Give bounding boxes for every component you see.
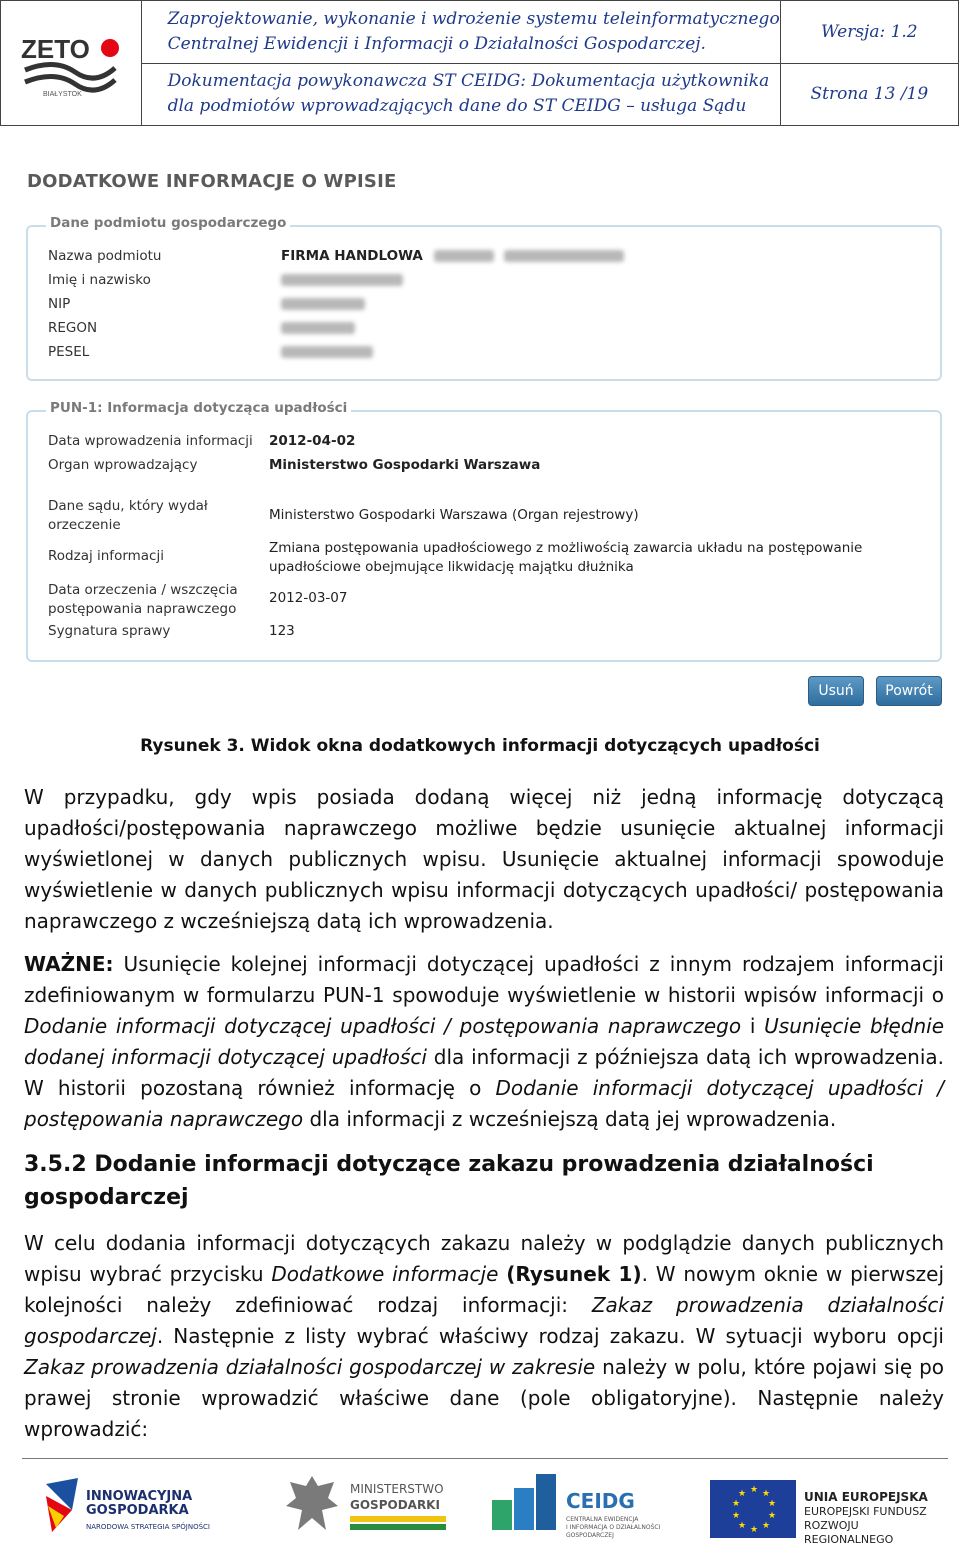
field-label-court: Dane sądu, który wydał orzeczenie (48, 498, 208, 533)
zeto-logo-icon (15, 28, 127, 98)
field-label-info-type: Rodzaj informacji (48, 548, 164, 564)
field-label-case-ref: Sygnatura sprawy (48, 623, 171, 639)
entity-panel-legend: Dane podmiotu gospodarczego (46, 215, 290, 231)
field-label-fullname: Imię i nazwisko (48, 272, 151, 288)
field-label-nip: NIP (48, 296, 71, 312)
zeto-logo (1, 1, 142, 125)
field-value-ruling-date: 2012-03-07 (269, 590, 348, 606)
field-label-pesel: PESEL (48, 344, 90, 360)
project-title-line2: Centralnej Ewidencji i Informacji o Działalności Gospodarczej. (167, 33, 706, 54)
svg-text:★: ★ (762, 1521, 771, 1531)
eu-flag-icon (710, 1480, 796, 1538)
screenshot-title: DODATKOWE INFORMACJE O WPISIE (27, 171, 397, 192)
svg-text:★: ★ (732, 1499, 741, 1509)
figure-caption: Rysunek 3. Widok okna dodatkowych informacji dotyczących upadłości (140, 736, 820, 756)
bankruptcy-info-panel (26, 400, 942, 662)
important-label: WAŻNE: (24, 952, 114, 976)
svg-text:BIAŁYSTOK: BIAŁYSTOK (42, 91, 82, 98)
field-value-entering-body: Ministerstwo Gospodarki Warszawa (269, 457, 541, 473)
field-value-name: FIRMA HANDLOWA (281, 247, 624, 266)
ceidg-logo: CEIDG CENTRALNA EWIDENCJA I INFORMACJA O DZIAŁALNOŚCI GOSPODARCZEJ (492, 1474, 682, 1540)
field-value-nip-redacted (281, 295, 365, 314)
page-number: Strona 13 /19 (810, 84, 929, 105)
field-label-regon: REGON (48, 320, 98, 336)
field-value-entry-date: 2012-04-02 (269, 433, 356, 449)
entity-data-panel (26, 215, 942, 381)
eu-logo: ★ ★ ★ ★ ★ ★ ★ ★ ★ ★ UNIA EUROPEJSKA EUROPEJSKI FUNDUSZ ROZWOJU REGIONALNEGO (710, 1480, 946, 1540)
delete-button[interactable]: Usuń (808, 676, 864, 706)
bankruptcy-panel-legend: PUN-1: Informacja dotycząca upadłości (46, 400, 351, 416)
field-value-info-type: Zmiana postępowania upadłościowego z możliwością zawarcia układu na postępowanie upadłościowe obejmujące likwidację majątku dłużnika (269, 540, 863, 575)
field-label-name: Nazwa podmiotu (48, 248, 162, 264)
project-title-line1: Zaprojektowanie, wykonanie i wdrożenie systemu teleinformatycznego (167, 8, 780, 29)
paragraph-important: WAŻNE: Usunięcie kolejnej informacji dotyczącej upadłości z innym rodzajem informacji zdefiniowanym w formularzu PUN-1 spowoduje wyświetlenie w historii wpisów informacji o Dodanie informacji dotyczącej upadłości / postępowania naprawczego i Usunięcie błędnie dodanej informacji dotyczącej upadłości dla informacji z późniejsza datą ich wprowadzenia. W historii pozostaną również informację o Dodanie informacji dotyczącej upadłości / postępowania naprawczego dla informacji z wcześniejszą datą jej wprowadzenia. (24, 952, 944, 1131)
svg-text:★: ★ (732, 1511, 741, 1521)
field-value-pesel-redacted (281, 343, 373, 362)
innovative-economy-logo: INNOWACYJNA GOSPODARKA NARODOWA STRATEGIA SPÓJNOŚCI (42, 1476, 212, 1536)
page-header (0, 0, 959, 126)
doc-title-line2: dla podmiotów wprowadzających dane do ST CEIDG – usługa Sądu (167, 96, 747, 117)
svg-text:★: ★ (738, 1489, 747, 1499)
section-number: 3.5.2 (24, 1152, 87, 1177)
svg-text:★: ★ (762, 1489, 771, 1499)
ministry-logo: MINISTERSTWO GOSPODARKI (282, 1472, 452, 1542)
field-value-court: Ministerstwo Gospodarki Warszawa (Organ rejestrowy) (269, 507, 639, 523)
field-label-ruling-date: Data orzeczenia / wszczęcia postępowania naprawczego (48, 582, 238, 617)
version-label: Wersja: 1.2 (821, 21, 918, 42)
footer-divider (22, 1458, 948, 1459)
doc-title-line1: Dokumentacja powykonawcza ST CEIDG: Dokumentacja użytkownika (167, 71, 770, 92)
svg-text:★: ★ (738, 1521, 747, 1531)
paragraph-1: W przypadku, gdy wpis posiada dodaną więcej niż jedną informację dotyczącą upadłości/postępowania naprawczego możliwe będzie usunięcie aktualnej informacji wyświetlonej w danych publicznych wpisu. Usunięcie aktualnej informacji spowoduje wyświetlenie w danych publicznych wpisu informacji dotyczących upadłości/ postępowania naprawczego z wcześniejszą datą ich wprowadzenia. (24, 785, 944, 933)
paragraph-3: W celu dodania informacji dotyczących zakazu należy w podglądzie danych publicznych wpisu wybrać przycisku Dodatkowe informacje (Rysunek 1). W nowym oknie w pierwszej kolejności należy zdefiniować rodzaj informacji: Zakaz prowadzenia działalności gospodarczej. Następnie z listy wybrać właściwy rodzaj zakazu. W sytuacji wyboru opcji Zakaz prowadzenia działalności gospodarczej w zakresie należy w polu, które pojawi się po prawej stronie wprowadzić właściwe dane (pole obligatoryjne). Następnie należy wprowadzić: (24, 1231, 945, 1441)
svg-text:★: ★ (750, 1525, 759, 1535)
field-value-regon-redacted (281, 319, 355, 338)
field-label-entering-body: Organ wprowadzający (48, 457, 198, 473)
field-label-entry-date: Data wprowadzenia informacji (48, 433, 253, 449)
ceidg-icon (492, 1474, 558, 1538)
svg-text:★: ★ (768, 1511, 777, 1521)
svg-text:★: ★ (750, 1485, 759, 1495)
field-value-fullname-redacted (281, 271, 403, 290)
section-heading (24, 1148, 944, 1214)
svg-text:★: ★ (768, 1499, 777, 1509)
svg-text:ZETO: ZETO (20, 34, 90, 64)
innovative-economy-icon (42, 1476, 82, 1534)
section-title: Dodanie informacji dotyczące zakazu prowadzenia działalności gospodarczej (24, 1152, 874, 1210)
figure-screenshot (22, 160, 946, 712)
field-value-case-ref: 123 (269, 623, 295, 639)
eagle-emblem-icon (282, 1472, 342, 1540)
back-button[interactable]: Powrót (876, 676, 942, 706)
